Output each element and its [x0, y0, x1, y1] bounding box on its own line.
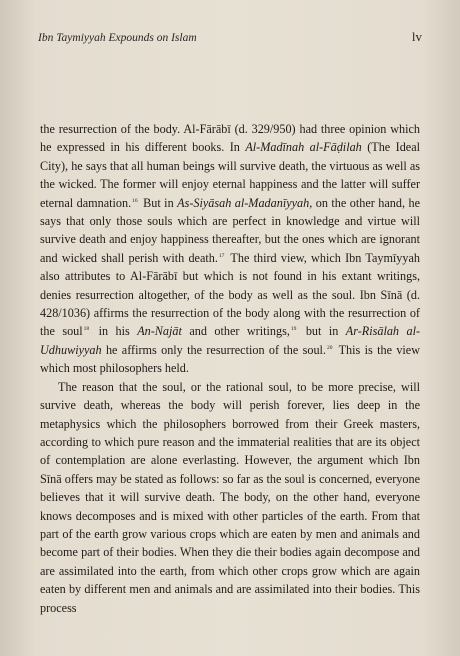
footnote-ref: 16 — [132, 197, 138, 204]
footnote-ref: 17 — [218, 252, 225, 259]
text-run: the resurrection of the body. Al-Fārābī (d. 329/950) had three opinion which he expressed in his different books. In — [40, 122, 420, 155]
running-head-title: Ibn Taymiyyah Expounds on Islam — [38, 32, 197, 44]
paragraph-2: The reason that the soul, or the rational soul, to be more precise, will survive death, whereas the body will perish forever, lies deep in the metaphysics which the philosophers borrowed from their Greek masters, according to which pure reason and the immaterial realities that are its object of contemplation are alone everlasting. However, the argument which Ibn Sīnā offers may be stated as follows: so far as the soul is concerned, everyone believes that it will survive death. The body, on the other hand, everyone knows decomposes and is mixed with other particles of the earth. From that part of the earth grow various crops which are eaten by men and animals and become part of their bodies. When they die their bodies again decompose and are assimilated into the earth, from which other crops grow which are again eaten by different men and animals and are assimilated into their bodies. This process — [40, 379, 420, 615]
text-run: and other writings, — [181, 324, 290, 339]
text-run: This is the view which most philosophers held. — [40, 342, 421, 376]
footnote-ref: 18 — [83, 326, 90, 333]
text-run: he affirms only the resurrection of the soul. — [101, 342, 326, 357]
footnote-ref: 20 — [326, 344, 333, 351]
book-title-italic: Ar-Risālah al-Udhuwiyyah — [40, 324, 421, 357]
text-run: (The Ideal City), he says that all human beings will survive death, the virtuous as well as the wicked. The former will enjoy eternal happiness and the latter will suffer eternal damnation. — [40, 140, 421, 210]
footnote-ref: 19 — [290, 326, 297, 333]
book-title-italic: Al-Madīnah al-Fāḍilah — [245, 140, 362, 155]
text-run: The third view, which Ibn Taymīyyah also attributes to Al-Fārābī but which is not found in his extant writings, denies resurrection altogether, of the body as well as the soul. Ibn Sīnā (d. 428/1036) affirms the resurrection of the body along with the resurrection of the soul — [40, 250, 420, 339]
body-text — [40, 120, 420, 617]
text-run: but in — [298, 324, 346, 339]
text-run: But in — [139, 195, 178, 210]
paragraph-1 — [40, 120, 420, 378]
book-title-italic: As-Siyāsah al-Madanīyyah — [177, 195, 310, 210]
text-run: in his — [91, 324, 138, 339]
page-number: lv — [411, 29, 422, 44]
book-title-italic: An-Najāt — [137, 324, 182, 339]
text-run: , on the other hand, he says that only those souls which are perfect in knowledge and virtue will survive death and enjoy happiness thereafter, but the ones which are ignorant and wicked shall perish with death. — [40, 195, 420, 265]
running-head — [38, 29, 422, 45]
